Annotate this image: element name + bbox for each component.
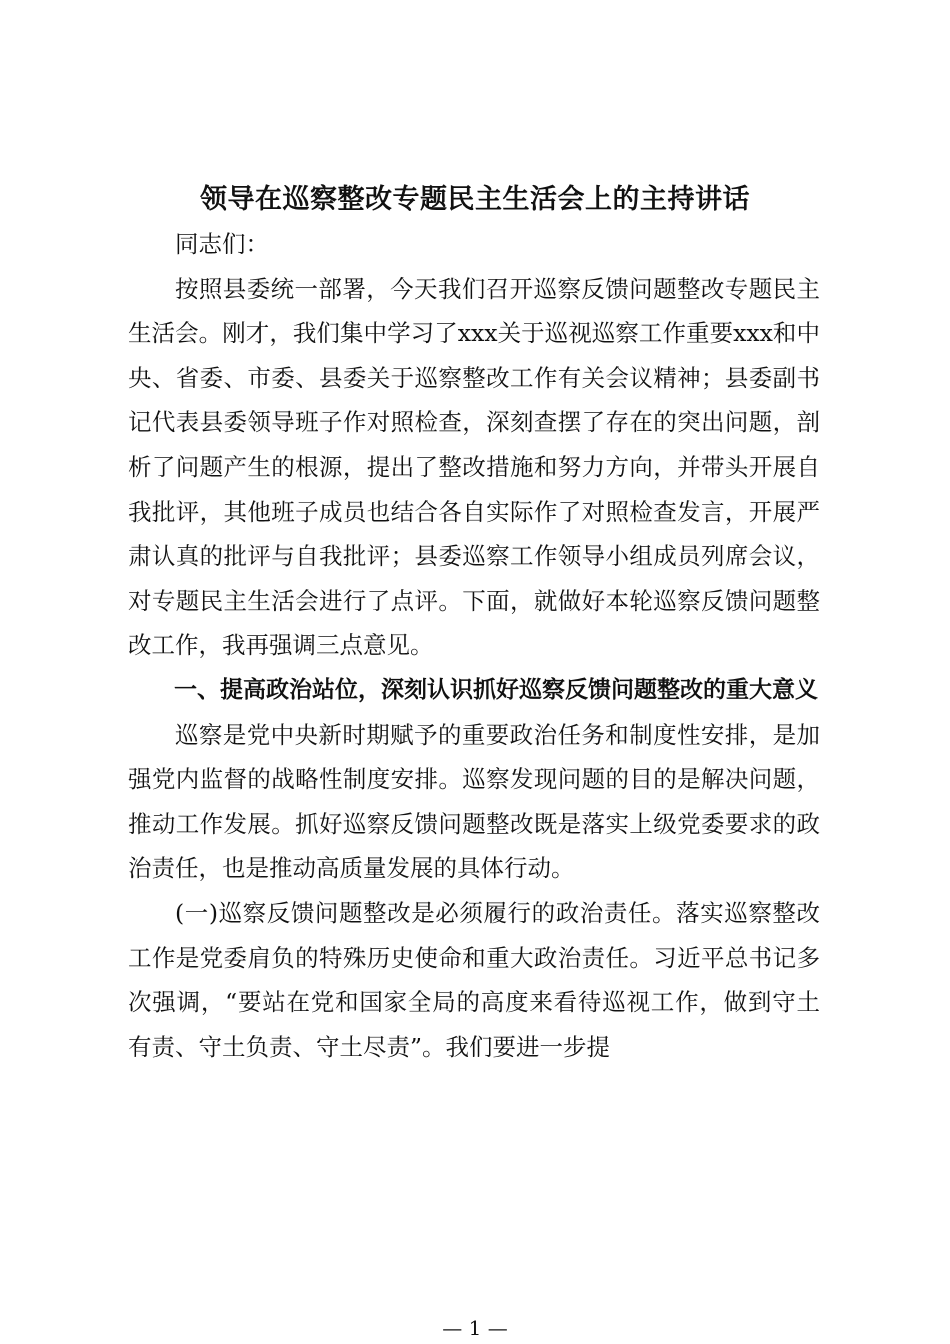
paragraph-subsection-1: (一)巡察反馈问题整改是必须履行的政治责任。落实巡察整改工作是党委肩负的特殊历史使命和重大政治责任。习近平总书记多次强调，“要站在党和国家全局的高度来看待巡视工作，做到守土有责、守土负责、守土尽责”。我们要进一步提: [128, 898, 820, 1061]
document-title: 领导在巡察整改专题民主生活会上的主持讲话: [200, 184, 750, 215]
paragraph-intro: 按照县委统一部署，今天我们召开巡察反馈问题整改专题民主生活会。刚才，我们集中学习了xxx关于巡视巡察工作重要xxx和中央、省委、市委、县委关于巡察整改工作有关会议精神；县委副书记代表县委领导班子作对照检查，深刻查摆了存在的突出问题，剖析了问题产生的根源，提出了整改措施和努力方向，并带头开展自我批评，其他班子成员也结合各自实际作了对照检查发言，开展严肃认真的批评与自我批评；县委巡察工作领导小组成员列席会议，对专题民主生活会进行了点评。下面，就做好本轮巡察反馈问题整改工作，我再强调三点意见。: [128, 274, 820, 660]
section-heading-1: 一、提高政治站位，深刻认识抓好巡察反馈问题整改的重大意义: [174, 676, 818, 703]
page-number: — 1 —: [442, 1316, 508, 1340]
salutation: 同志们：: [175, 230, 269, 258]
document-body: [128, 222, 820, 1069]
paragraph-section-1: 巡察是党中央新时期赋予的重要政治任务和制度性安排，是加强党内监督的战略性制度安排。巡察发现问题的目的是解决问题，推动工作发展。抓好巡察反馈问题整改既是落实上级党委要求的政治责任，也是推动高质量发展的具体行动。: [128, 720, 820, 883]
